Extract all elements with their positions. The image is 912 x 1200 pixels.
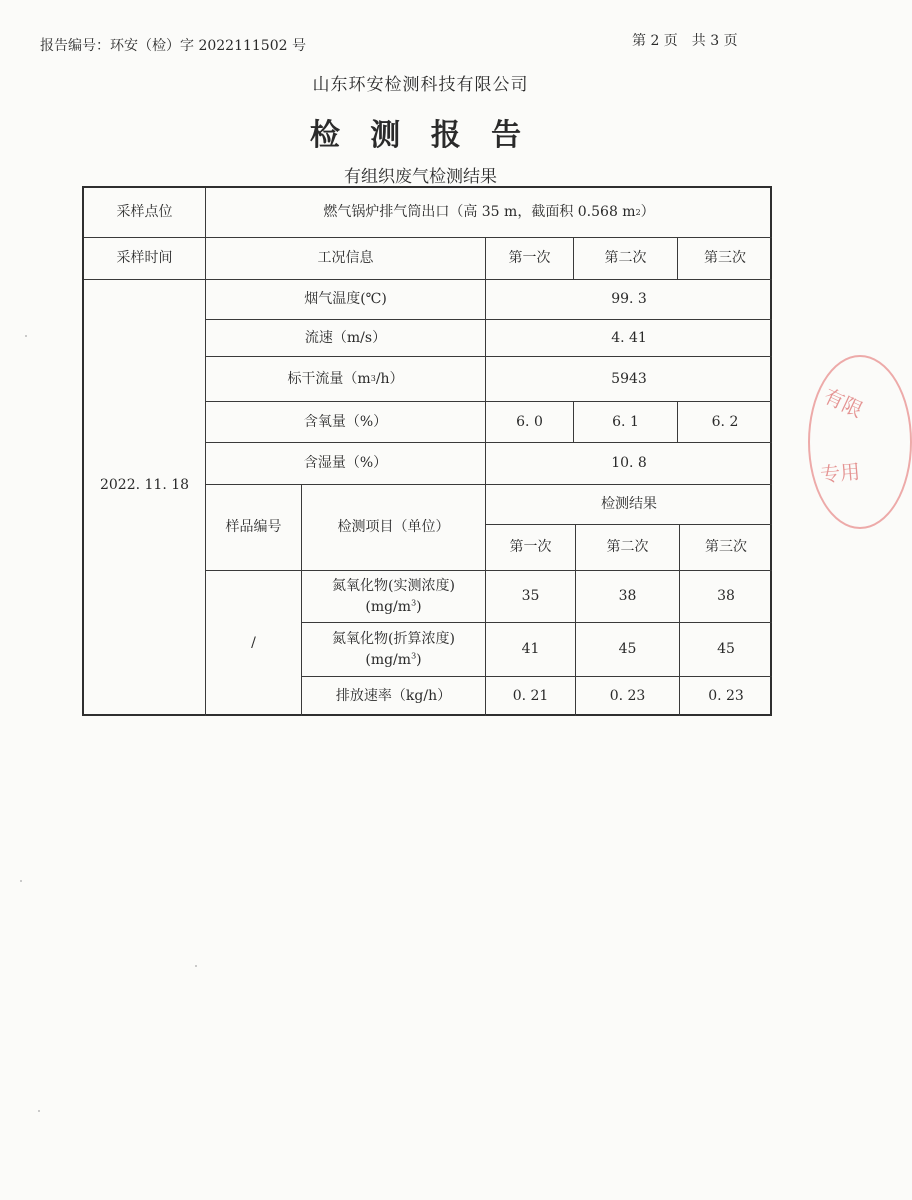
nox-measured-unit-b: ) <box>416 598 422 615</box>
nox-measured-unit-a: (mg/m <box>365 598 412 615</box>
nox-converted-unit-sup: 3 <box>411 650 417 660</box>
result-label: 检测结果 <box>486 485 772 525</box>
area-unit-sup: 2 <box>635 207 641 217</box>
sample-no-value: / <box>206 571 302 716</box>
page-info: 第 2 页 共 3 页 <box>632 33 738 49</box>
emission-rate-run1: 0. 21 <box>486 677 576 716</box>
scan-speck <box>20 880 22 882</box>
nox-converted-unit-b: ) <box>416 651 422 668</box>
sampling-point-value <box>206 188 772 238</box>
emission-rate-run2: 0. 23 <box>576 677 680 716</box>
emission-rate-run3: 0. 23 <box>708 688 744 705</box>
moisture-label: 含湿量（%） <box>206 443 486 485</box>
nox-converted-label <box>302 623 486 677</box>
results-table <box>82 186 772 716</box>
nox-measured-label <box>302 571 486 623</box>
sampling-point-label: 采样点位 <box>84 188 206 238</box>
nox-measured-run1: 35 <box>486 571 576 623</box>
nox-converted-run3: 45 <box>680 623 772 677</box>
nox-converted-run2: 45 <box>576 623 680 677</box>
sampling-date <box>84 280 206 716</box>
stamp-text-top: 有限 <box>820 383 867 423</box>
nox-measured-unit <box>365 597 421 617</box>
company-seal-stamp <box>808 355 912 529</box>
nox-converted-unit <box>365 650 421 670</box>
item-label: 检测项目（单位） <box>302 485 486 571</box>
scan-speck <box>25 335 27 337</box>
sample-no-label: 样品编号 <box>206 485 302 571</box>
std-flow-label <box>206 357 486 402</box>
nox-converted-run1: 41 <box>486 623 576 677</box>
scan-speck <box>38 1110 40 1112</box>
run1-header-b: 第一次 <box>486 525 576 571</box>
report-number: 报告编号：环安（检）字 2022111502 号 <box>40 38 306 54</box>
std-flow-text-a: 标干流量（m <box>287 370 371 387</box>
run3-header-b: 第三次 <box>680 525 772 571</box>
nox-converted-name: 氮氧化物(折算浓度) <box>332 631 455 648</box>
emission-rate-label: 排放速率（kg/h） <box>302 677 486 716</box>
run2-header: 第二次 <box>574 238 678 280</box>
nox-measured-run2: 38 <box>576 571 680 623</box>
run3-header: 第三次 <box>678 238 772 280</box>
oxygen-run1: 6. 0 <box>486 402 574 443</box>
flue-temp-label: 烟气温度(℃) <box>206 280 486 320</box>
report-subtitle: 有组织废气检测结果 <box>344 167 497 187</box>
velocity-value: 4. 41 <box>486 320 772 357</box>
flue-temp-value: 99. 3 <box>486 280 772 320</box>
nox-measured-unit-sup: 3 <box>411 597 417 607</box>
std-flow-text-b: /h） <box>375 370 404 387</box>
scan-speck <box>195 965 197 967</box>
nox-measured-name: 氮氧化物(实测浓度) <box>332 578 455 595</box>
sampling-point-text: 燃气锅炉排气筒出口（高 35 m，截面积 0.568 m <box>323 204 636 221</box>
report-title: 检 测 报 告 <box>309 118 532 153</box>
oxygen-run2: 6. 1 <box>574 402 678 443</box>
run2-header-b: 第二次 <box>576 525 680 571</box>
oxygen-run3: 6. 2 <box>678 402 772 443</box>
std-flow-value: 5943 <box>486 357 772 402</box>
nox-measured-run3: 38 <box>680 571 772 623</box>
std-flow-sup: 3 <box>370 374 376 384</box>
nox-converted-unit-a: (mg/m <box>365 651 412 668</box>
sampling-time-label: 采样时间 <box>84 238 206 280</box>
oxygen-label: 含氧量（%） <box>206 402 486 443</box>
sampling-point-close: ） <box>640 204 655 221</box>
sampling-date-text: 2022. 11. 18 <box>99 476 190 493</box>
moisture-value: 10. 8 <box>486 443 772 485</box>
condition-label: 工况信息 <box>206 238 486 280</box>
stamp-text-bottom: 专用 <box>819 459 862 487</box>
run1-header: 第一次 <box>486 238 574 280</box>
velocity-label: 流速（m/s） <box>206 320 486 357</box>
company-name: 山东环安检测科技有限公司 <box>312 75 529 95</box>
